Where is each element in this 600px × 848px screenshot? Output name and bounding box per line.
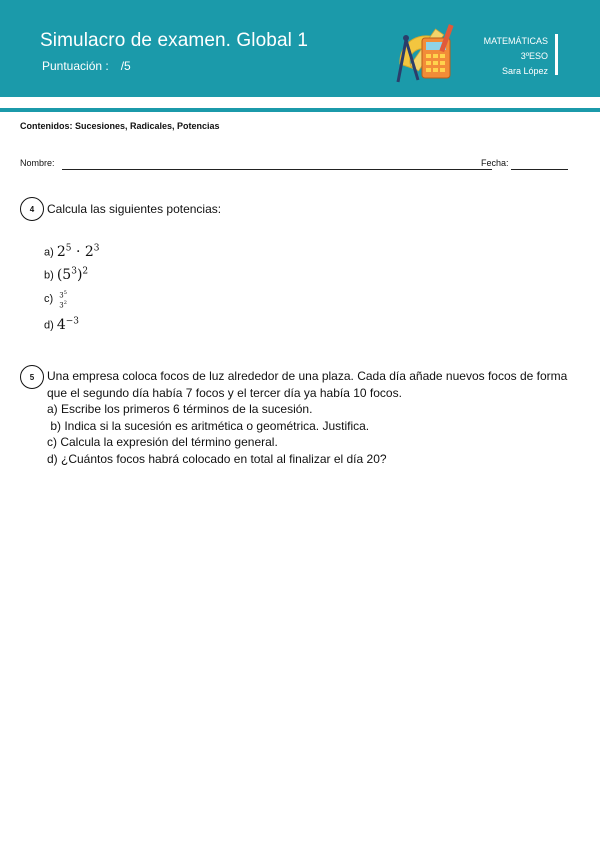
student-info-row: [20, 158, 568, 168]
math-expression: $2^5 \cdot 2^3$: [56, 243, 100, 260]
page-title: Simulacro de examen. Global 1: [40, 30, 308, 51]
question-4-item-a: a) $2^5 \cdot 2^3$: [44, 243, 100, 260]
header-underline: [0, 108, 600, 112]
question-number-badge: 4: [20, 197, 44, 221]
math-expression: $(5^3)^2$: [56, 266, 89, 283]
score-line: [42, 59, 131, 73]
subject-label: MATEMÁTICAS: [483, 36, 548, 46]
question-4-item-b: b) $(5^3)^2$: [44, 266, 89, 283]
header-banner: [0, 0, 600, 97]
date-field[interactable]: [511, 169, 568, 170]
math-tools-illustration: [392, 20, 464, 90]
header-divider: [555, 34, 558, 75]
question-4-item-c: c) $3^5$ $3^2$: [44, 290, 67, 310]
question-5-item: b) Indica si la sucesión es aritmética o geométrica. Justifica.: [47, 418, 370, 433]
date-label: Fecha:: [481, 158, 509, 168]
teacher-label: Sara López: [501, 66, 548, 76]
question-5-item: c) Calcula la expresión del término general.: [47, 435, 278, 449]
question-number-badge: 5: [20, 365, 44, 389]
question-4-item-d: d) $4^{-3}$: [44, 316, 80, 333]
question-5-block: [47, 368, 577, 467]
question-5-item: a) Escribe los primeros 6 términos de la sucesión.: [47, 402, 313, 416]
course-label: 3ºESO: [520, 51, 548, 61]
question-5-prompt: Una empresa coloca focos de luz alrededor de una plaza. Cada día añade nuevos focos de forma que el segundo día había 7 focos y el tercer día ya había 10 focos.: [47, 369, 568, 400]
score-label: Puntuación :: [42, 59, 109, 73]
math-expression: $4^{-3}$: [56, 316, 80, 333]
course-info: [484, 34, 548, 79]
question-4-prompt: Calcula las siguientes potencias:: [47, 202, 222, 216]
name-label: Nombre:: [20, 158, 55, 168]
math-fraction: $3^5$ $3^2$: [59, 290, 67, 310]
contents-line: Contenidos: Sucesiones, Radicales, Potencias: [20, 121, 220, 131]
score-value: /5: [120, 59, 131, 73]
question-5-item: d) ¿Cuántos focos habrá colocado en total al finalizar el día 20?: [47, 451, 387, 466]
name-field[interactable]: [62, 169, 492, 170]
